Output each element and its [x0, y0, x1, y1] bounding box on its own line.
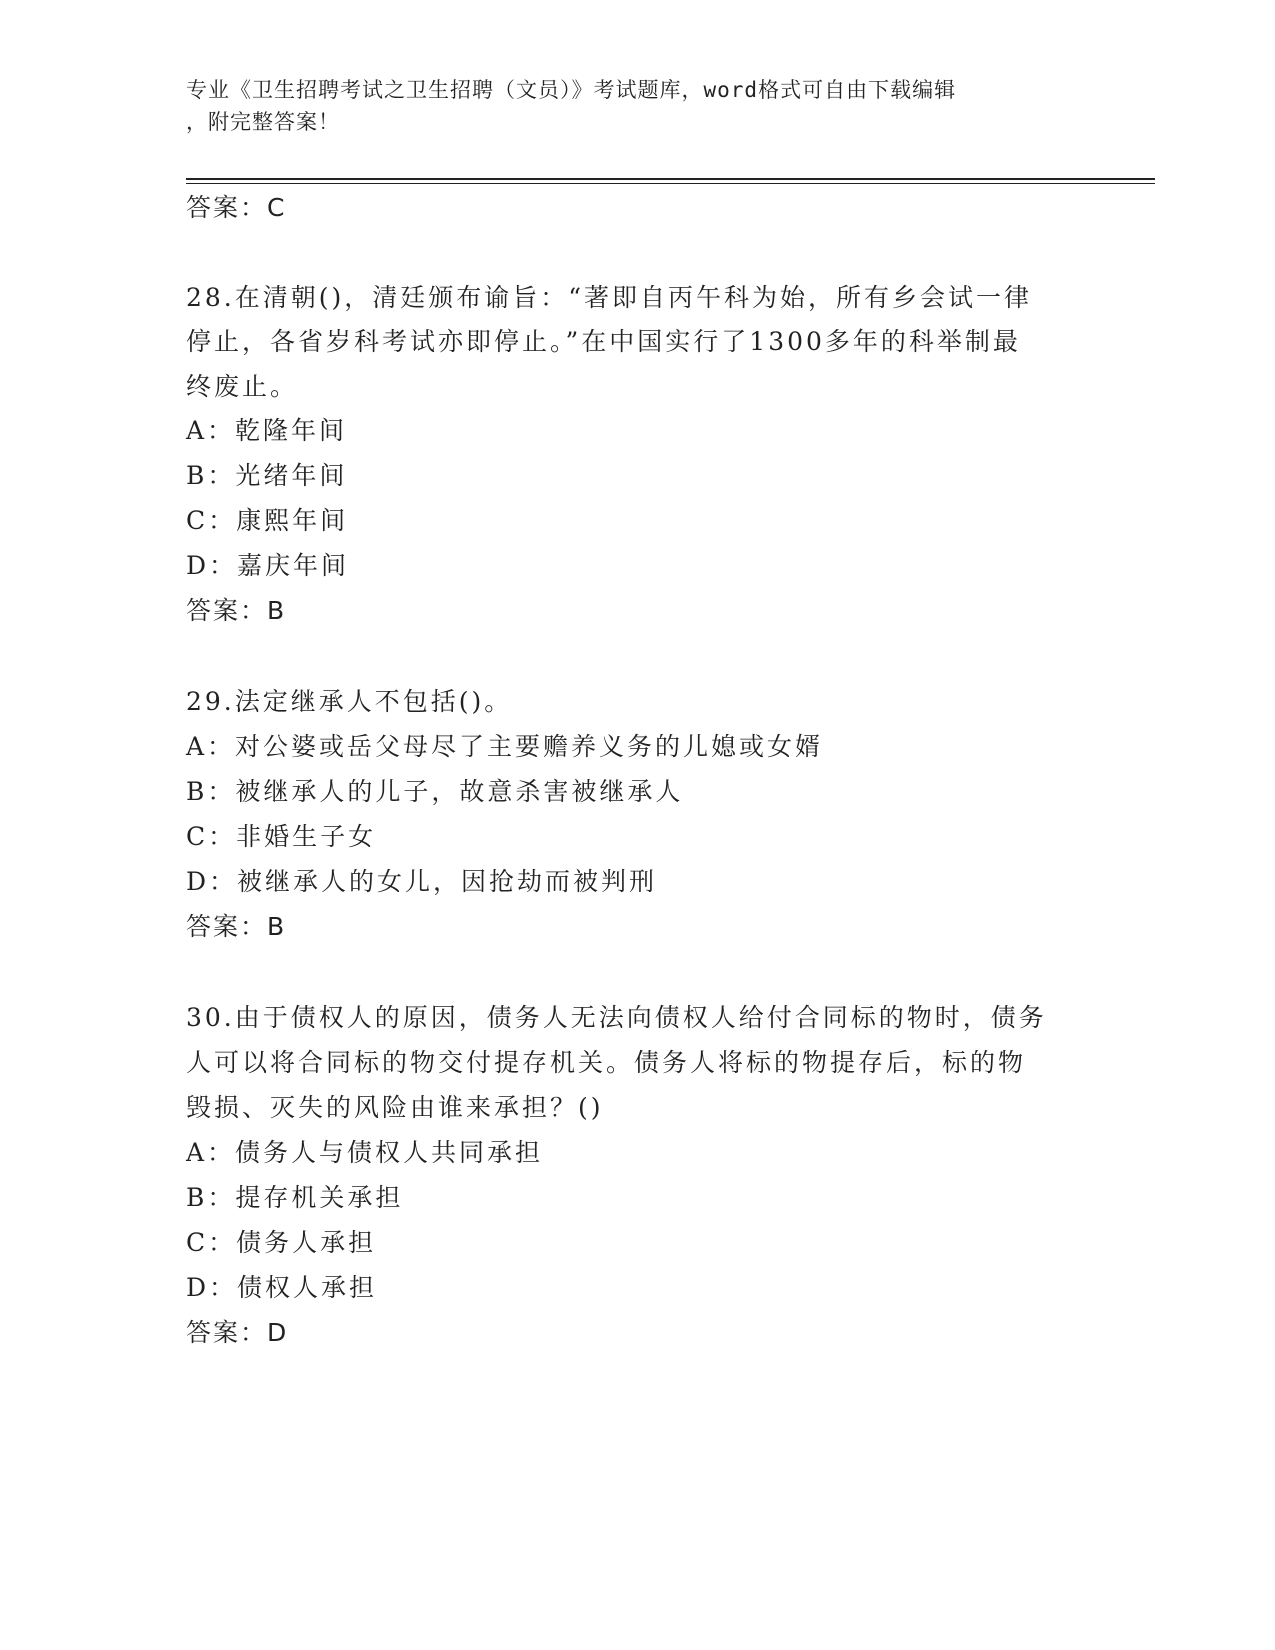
q28-text-line-3: 终废止。 [186, 372, 299, 401]
header-line-2: ，附完整答案！ [186, 110, 340, 134]
q30-option-a: A：债务人与债权人共同承担 [186, 1138, 544, 1167]
q30-option-b: B：提存机关承担 [186, 1183, 404, 1212]
q30-text-line-1: 30.由于债权人的原因，债务人无法向债权人给付合同标的物时，债务 [186, 1003, 1047, 1032]
q30-answer: 答案：D [186, 1318, 289, 1347]
q29-option-b: B：被继承人的儿子，故意杀害被继承人 [186, 777, 684, 806]
header-divider-thin [186, 183, 1155, 184]
q30-text-line-3: 毁损、灭失的风险由谁来承担？() [186, 1093, 604, 1122]
q29-option-c: C：非婚生子女 [186, 822, 377, 851]
q29-text-line-1: 29.法定继承人不包括()。 [186, 687, 513, 716]
header-divider-thick [186, 178, 1155, 180]
q28-option-b: B：光绪年间 [186, 461, 348, 490]
q29-option-d: D：被继承人的女儿，因抢劫而被判刑 [186, 867, 658, 896]
q29-answer: 答案：B [186, 912, 287, 941]
q28-text-line-2: 停止，各省岁科考试亦即停止。”在中国实行了1300多年的科举制最 [186, 327, 1021, 356]
q30-text-line-2: 人可以将合同标的物交付提存机关。债务人将标的物提存后，标的物 [186, 1048, 1027, 1077]
q30-option-c: C：债务人承担 [186, 1228, 377, 1257]
document-header [186, 74, 1066, 138]
q28-option-c: C：康熙年间 [186, 506, 349, 535]
q30-option-d: D：债权人承担 [186, 1273, 378, 1302]
previous-answer: 答案：C [186, 193, 287, 222]
q28-answer: 答案：B [186, 596, 287, 625]
header-line-1: 专业《卫生招聘考试之卫生招聘（文员）》考试题库，word格式可自由下载编辑 [186, 78, 957, 102]
q28-text-line-1: 28.在清朝()，清廷颁布谕旨：“著即自丙午科为始，所有乡会试一律 [186, 283, 1033, 312]
q29-option-a: A：对公婆或岳父母尽了主要赡养义务的儿媳或女婿 [186, 732, 824, 761]
q28-option-a: A：乾隆年间 [186, 416, 348, 445]
q28-option-d: D：嘉庆年间 [186, 551, 350, 580]
